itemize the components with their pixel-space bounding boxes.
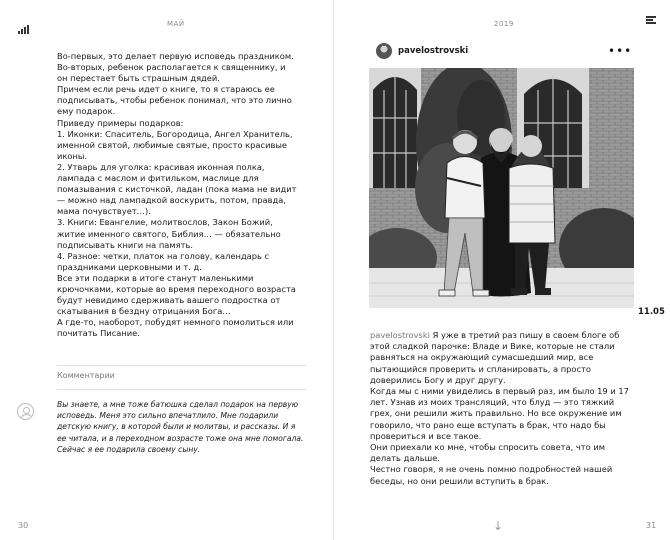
right-page bbox=[334, 0, 670, 540]
comments-divider-bottom bbox=[57, 389, 307, 390]
caption-paragraph: Когда мы с ними увиделись в первый раз, им было 19 и 17 лет. Узнав из моих трансляций, что блуд — это тяжкий грех, они решили жить правильно. Но все окружение им говорило, что рано еще вступать в брак, что надо бы провериться и все такое. bbox=[370, 386, 629, 441]
paragraph: Все эти подарки в итоге станут маленькими крючочками, которые во время переходного возраста будут невидимо сдерживать вашего подростка от скатывания в бездну отрицания Бога… bbox=[57, 272, 296, 317]
photo-illustration bbox=[369, 68, 634, 308]
caption-paragraph: Честно говоря, я не очень помню подробностей нашей беседы, но они решили вступить в брак. bbox=[370, 464, 613, 486]
post-date: 11.05 bbox=[638, 307, 665, 317]
article-body bbox=[57, 51, 297, 339]
left-page bbox=[0, 0, 334, 540]
caption-lead: Я уже в третий раз пишу в своем блоге об этой сладкой парочке: Владе и Вике, которые не стали равняться на окружающий сумасшедший мир, все пытающийся проверить и спланировать, а просто доверились Богу и друг другу. bbox=[370, 330, 620, 385]
paragraph: Приведу примеры подарков: bbox=[57, 117, 184, 128]
more-dots-icon[interactable]: ••• bbox=[608, 44, 633, 58]
caption-first-paragraph bbox=[370, 330, 633, 386]
paragraph: А где-то, наоборот, побудят немного помолиться или почитать Писание. bbox=[57, 317, 294, 339]
running-head-year: 2019 bbox=[494, 20, 514, 28]
page-number-right: 31 bbox=[646, 521, 657, 530]
comments-label: Комментарии bbox=[57, 371, 115, 380]
paragraph: 4. Разное: четки, платок на голову, календарь с праздниками церковными и т. д. bbox=[57, 250, 270, 272]
post-caption bbox=[370, 330, 633, 487]
profile-avatar[interactable] bbox=[376, 43, 392, 59]
paragraph: 3. Книги: Евангелие, молитвослов, Закон Божий, житие именного святого, Библия… — обязательно подписывать книги на память. bbox=[57, 217, 281, 250]
post-photo bbox=[369, 68, 634, 308]
signal-icon bbox=[18, 15, 30, 34]
paragraph: Во-первых, это делает первую исповедь праздником. Во-вторых, ребенок располагается к священнику, и он перестает быть страшным дядей. bbox=[57, 51, 294, 84]
page-number-left: 30 bbox=[18, 521, 29, 530]
menu-icon[interactable] bbox=[646, 16, 656, 24]
post-username[interactable]: pavelostrovski bbox=[398, 46, 469, 56]
comments-divider-top bbox=[57, 365, 307, 366]
caption-username[interactable]: pavelostrovski bbox=[370, 330, 430, 340]
running-head-month: МАЙ bbox=[167, 20, 185, 28]
user-avatar-icon bbox=[17, 403, 34, 420]
comment-text: Вы знаете, а мне тоже батюшка сделал подарок на первую исповедь. Меня это сильно впечатлило. Мне подарили детскую книгу, в которой были и молитвы, и рассказы. И я ее читала, и в переходном возрасте тоже она мне помогала. Сейчас я ее подарила своему сыну. bbox=[57, 400, 304, 454]
paragraph: 2. Утварь для уголка: красивая иконная полка, лампада с маслом и фитильком, маслице для помазывания с кисточкой, ладан (пока мама не видит — можно над лампадкой воскурить, потом, правда, мама почувствует…). bbox=[57, 161, 297, 217]
paragraph: Причем если речь идет о книге, то я стараюсь ее подписывать, чтобы ребенок понимал, что это лично ему подарок. bbox=[57, 84, 292, 117]
down-arrow-icon[interactable]: ↓ bbox=[493, 519, 504, 533]
paragraph: 1. Иконки: Спаситель, Богородица, Ангел Хранитель, именной святой, любимые святые, просто красивые иконы. bbox=[57, 128, 293, 161]
caption-paragraph: Они приехали ко мне, чтобы спросить совета, что им делать дальше. bbox=[370, 442, 605, 464]
